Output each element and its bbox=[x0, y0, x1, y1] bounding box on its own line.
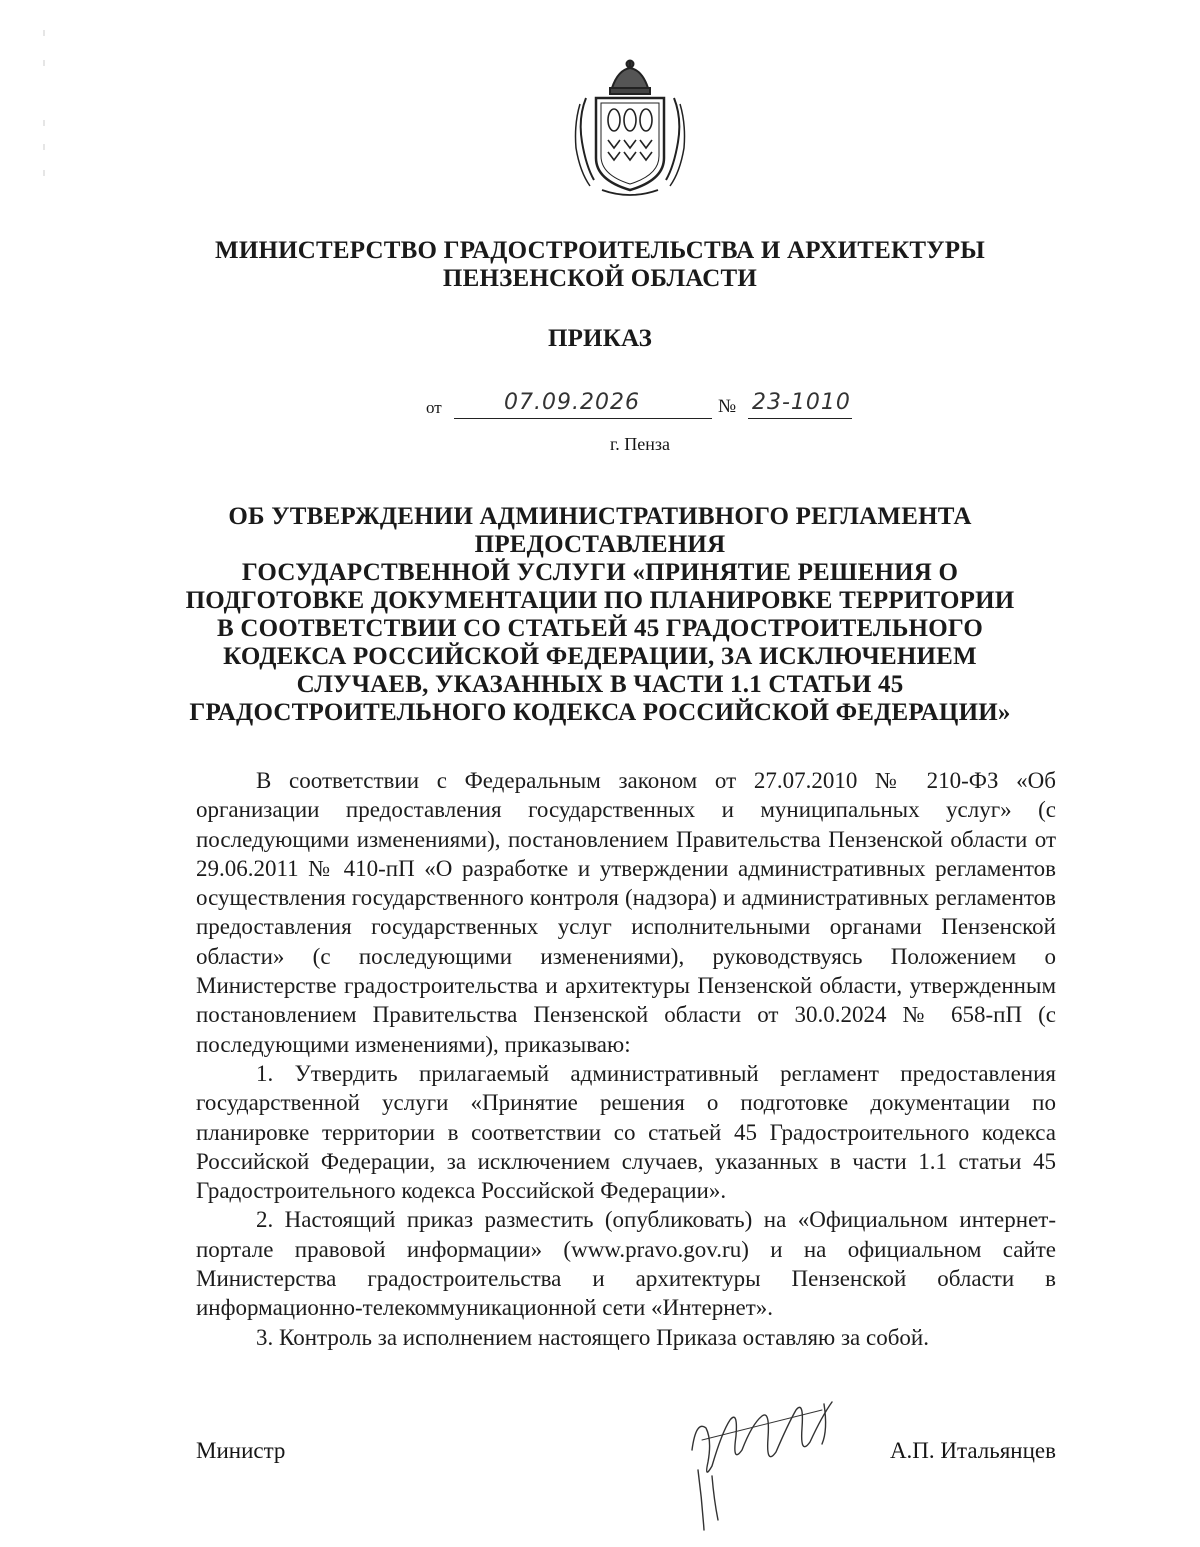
date-field bbox=[454, 392, 712, 419]
handwritten-signature-icon bbox=[672, 1380, 872, 1540]
title-line: ОБ УТВЕРЖДЕНИИ АДМИНИСТРАТИВНОГО РЕГЛАМЕНТА bbox=[228, 503, 972, 530]
number-field bbox=[748, 392, 852, 419]
penza-coat-of-arms-icon bbox=[572, 58, 688, 198]
title-line: КОДЕКСА РОССИЙСКОЙ ФЕДЕРАЦИИ, ЗА ИСКЛЮЧЕНИЕМ bbox=[223, 643, 977, 670]
date-prefix: от bbox=[426, 398, 442, 417]
order-item-3: 3. Контроль за исполнением настоящего Приказа оставляю за собой. bbox=[256, 1324, 929, 1350]
date-number-line bbox=[0, 392, 1200, 428]
signatory-name: А.П. Итальянцев bbox=[889, 1438, 1056, 1463]
scan-margin-marks bbox=[40, 20, 50, 220]
document-title bbox=[0, 503, 1200, 727]
document-type: ПРИКАЗ bbox=[547, 325, 653, 352]
preamble-paragraph: В соответствии с Федеральным законом от 27.07.2010 № 210-ФЗ «Об организации предоставления государственных и муниципальных услуг» (с последующими изменениями), постановлением Правительства Пензенской области от 29.06.2011 № 410-пП «О разработке и утверждении административных регламентов осуществления государственного контроля (надзора) и административных регламентов предоставления государственных услуг исполнительными органами Пензенской области» (с последующими изменениями), руководствуясь Положением о Министерстве градостроительства и архитектуры Пензенской области, утвержденным постановлением Правительства Пензенской области от 30.0.2024 № 658-пП (с последующими изменениями), приказываю: bbox=[196, 768, 1056, 1057]
ministry-name-line-2: ПЕНЗЕНСКОЙ ОБЛАСТИ bbox=[442, 265, 758, 292]
title-line: В СООТВЕТСТВИИ СО СТАТЬЕЙ 45 ГРАДОСТРОИТЕЛЬНОГО bbox=[217, 615, 983, 642]
ministry-name-line-1: МИНИСТЕРСТВО ГРАДОСТРОИТЕЛЬСТВА И АРХИТЕКТУРЫ bbox=[215, 237, 985, 264]
title-line: СЛУЧАЕВ, УКАЗАННЫХ В ЧАСТИ 1.1 СТАТЬИ 45 bbox=[296, 671, 904, 698]
title-line: ПОДГОТОВКЕ ДОКУМЕНТАЦИИ ПО ПЛАНИРОВКЕ ТЕРРИТОРИИ bbox=[185, 587, 1015, 614]
order-item-2: 2. Настоящий приказ разместить (опубликовать) на «Официальном интернет-портале правовой информации» (www.pravo.gov.ru) и на официальном сайте Министерства градостроительства и архитектуры Пензенской области в информационно-телекоммуникационной сети «Интернет». bbox=[196, 1207, 1056, 1321]
document-body bbox=[196, 766, 1056, 1352]
order-item-1: 1. Утвердить прилагаемый административный регламент предоставления государственной услуги «Принятие решения о подготовке документации по планировке территории в соответствии со статьей 45 Градостроительного кодекса Российской Федерации, за исключением случаев, указанных в части 1.1 статьи 45 Градостроительного кодекса Российской Федерации». bbox=[196, 1060, 1056, 1204]
signatory-title: Министр bbox=[196, 1438, 286, 1463]
number-prefix: № bbox=[718, 396, 737, 417]
title-line: ГОСУДАРСТВЕННОЙ УСЛУГИ «ПРИНЯТИЕ РЕШЕНИЯ О bbox=[241, 559, 959, 586]
ministry-name bbox=[0, 237, 1200, 293]
number-value: 23-1010 bbox=[752, 390, 851, 415]
title-line: ГРАДОСТРОИТЕЛЬНОГО КОДЕКСА РОССИЙСКОЙ ФЕДЕРАЦИИ» bbox=[189, 699, 1011, 726]
date-value: 07.09.2026 bbox=[504, 390, 640, 415]
title-line: ПРЕДОСТАВЛЕНИЯ bbox=[474, 531, 726, 558]
city-name: г. Пенза bbox=[609, 434, 671, 454]
